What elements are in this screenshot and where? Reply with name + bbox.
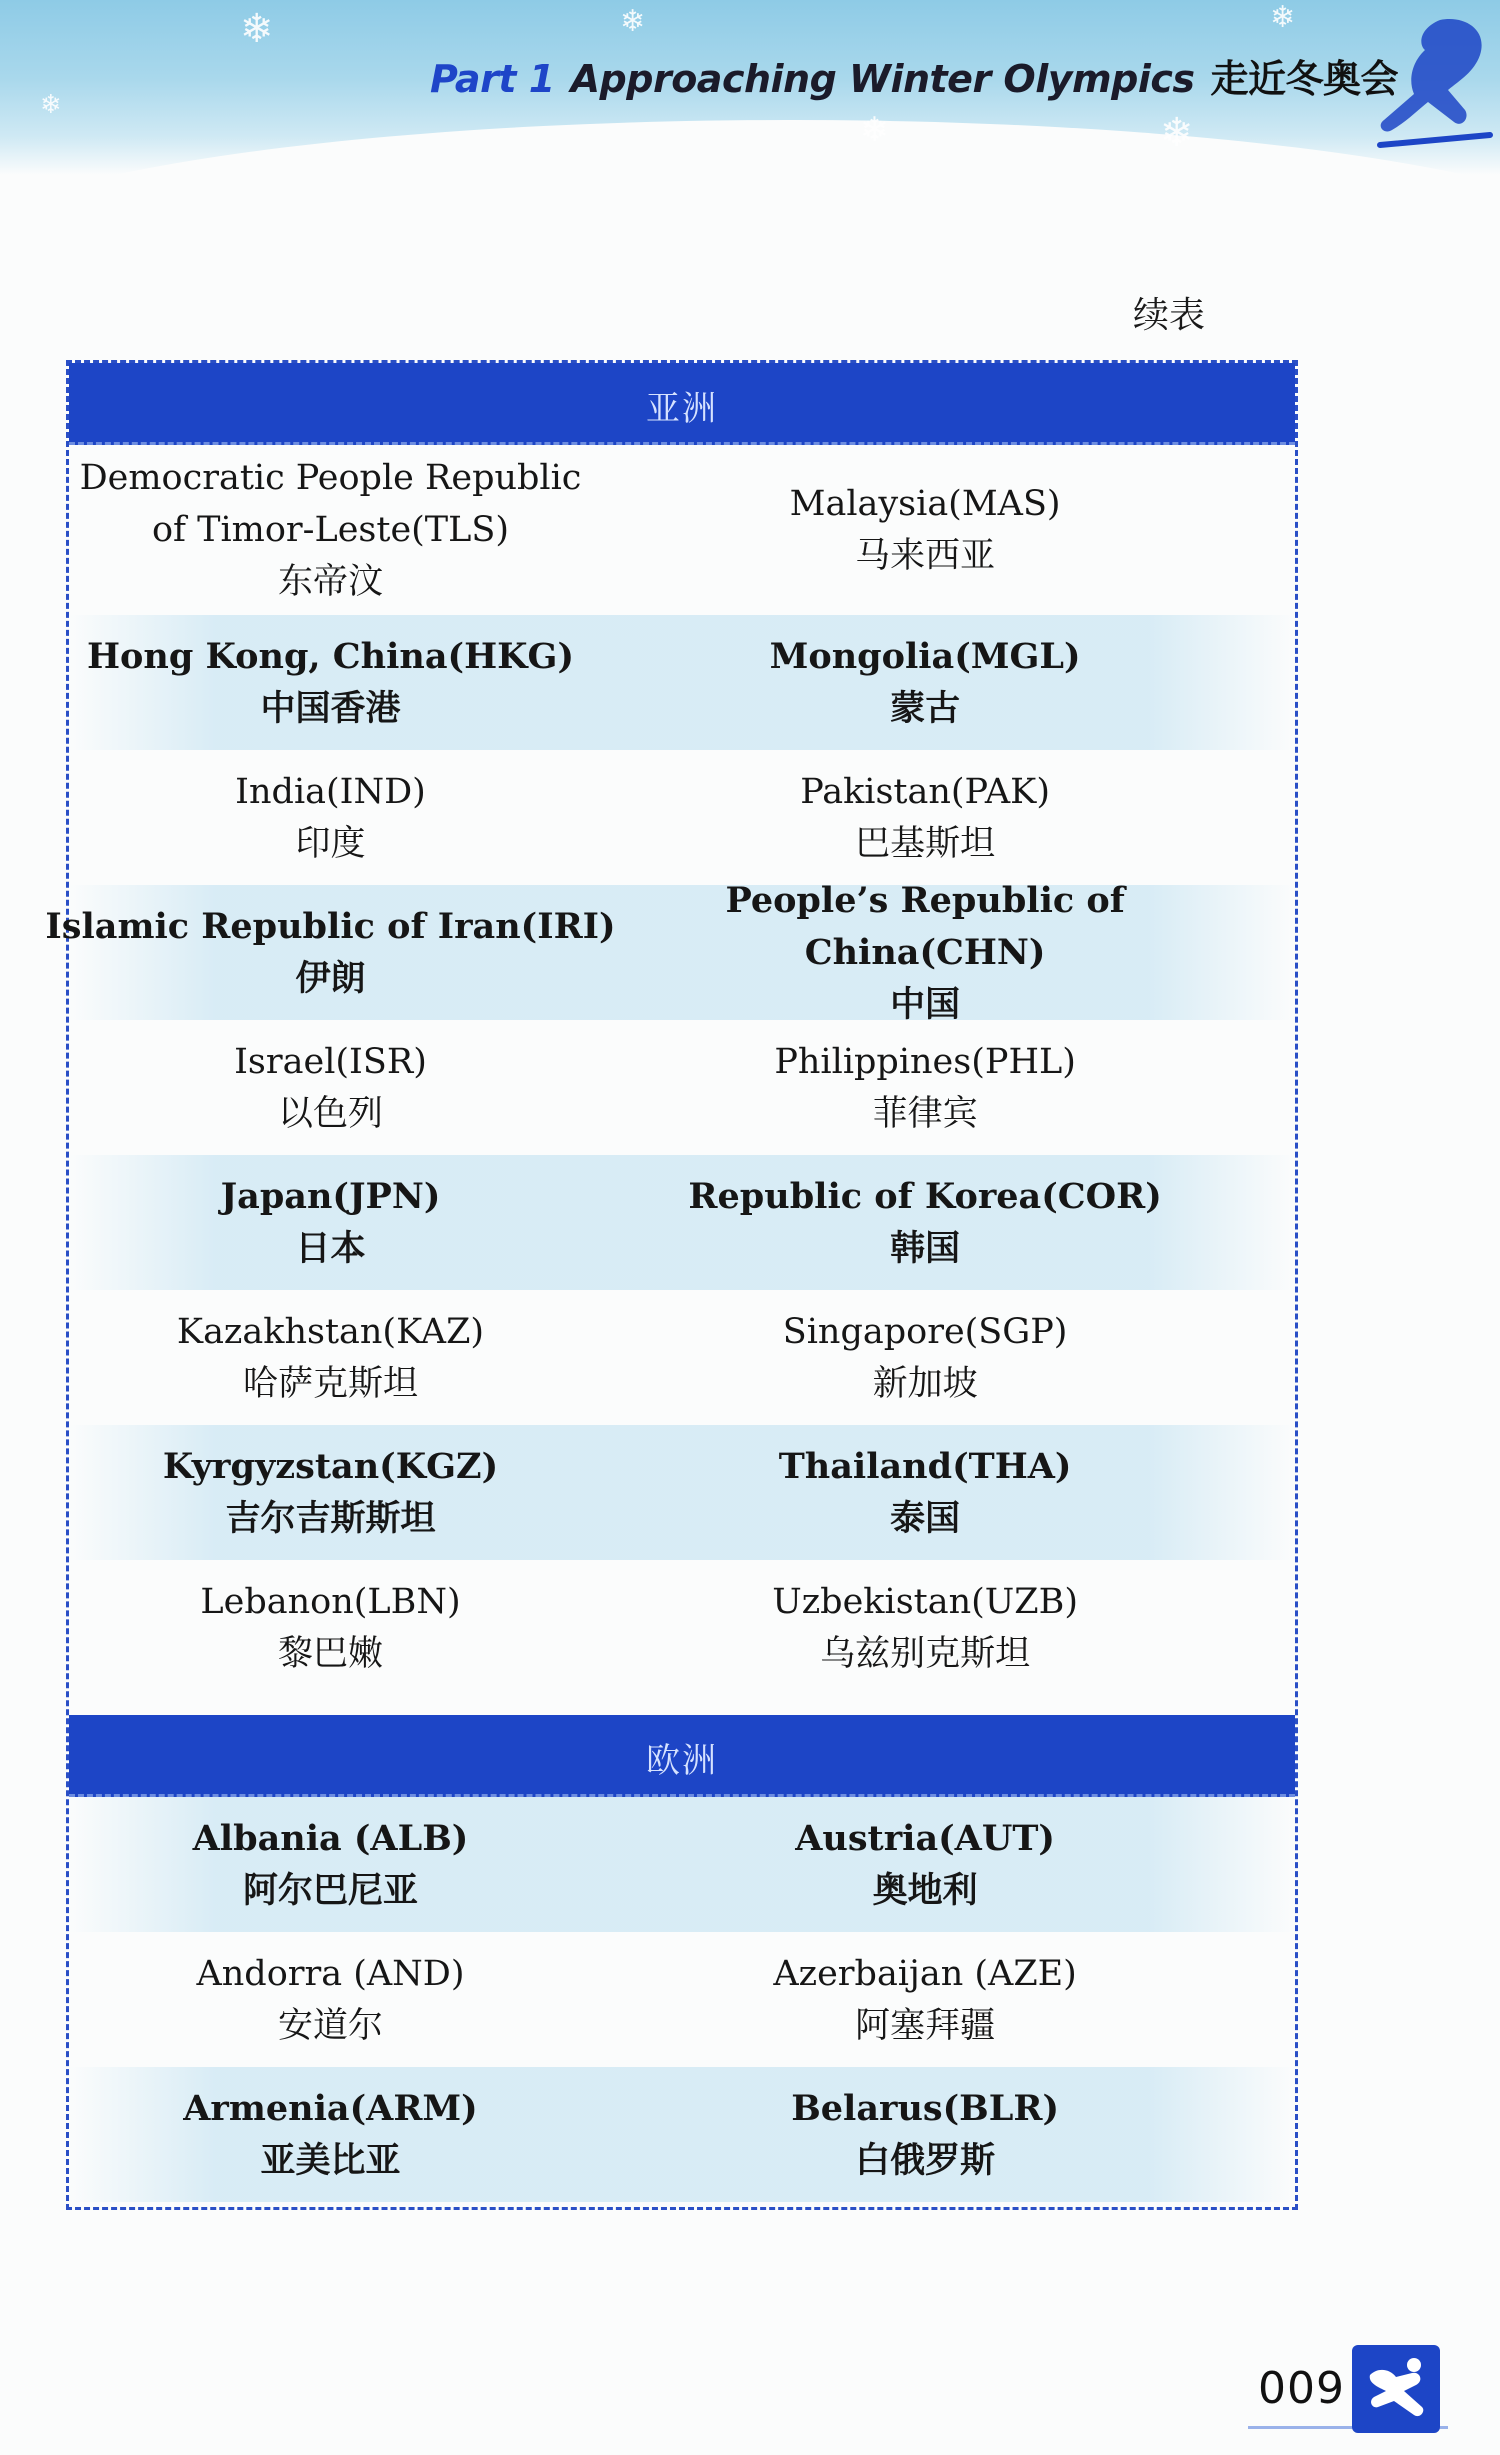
header-part: Part 1: [430, 57, 555, 101]
header-banner: [0, 0, 1500, 175]
country-cell: [24, 445, 637, 615]
country-cell: [24, 1290, 637, 1425]
header-title-cn: 走近冬奥会: [1210, 57, 1399, 101]
country-name-cn: 乌兹别克斯坦: [820, 1633, 1031, 1674]
country-cell: [24, 1155, 637, 1290]
country-name-en: Israel(ISR): [234, 1041, 427, 1082]
country-cell: [24, 1425, 637, 1560]
country-cell: [24, 1932, 637, 2067]
country-cell: [637, 1290, 1213, 1425]
country-name-en: Democratic People Republic of Timor-Leste(TLS): [79, 458, 582, 550]
country-name-cn: 吉尔吉斯斯坦: [225, 1498, 436, 1539]
region-header-asia: [69, 363, 1295, 445]
table-row: [69, 1797, 1295, 1932]
country-name-cn: 新加坡: [872, 1363, 978, 1404]
snowflake-icon: ❄: [40, 90, 62, 120]
country-table: [45, 360, 1298, 2210]
country-cell: [637, 1020, 1213, 1155]
banner-wave: [0, 120, 1500, 175]
country-name-cn: 印度: [295, 823, 366, 864]
table-row: [69, 1155, 1295, 1290]
country-name-en: Republic of Korea(COR): [688, 1175, 1162, 1217]
table-row: [69, 615, 1295, 750]
country-cell: [637, 1155, 1213, 1290]
country-name-en: Albania (ALB): [192, 1817, 469, 1859]
table-row: [69, 1932, 1295, 2067]
table-row: [69, 1425, 1295, 1560]
country-cell: [637, 445, 1213, 615]
country-name-cn: 黎巴嫩: [277, 1633, 383, 1674]
page-number: 009: [1258, 2363, 1345, 2414]
country-name-en: Hong Kong, China(HKG): [86, 635, 575, 677]
country-name-cn: 白俄罗斯: [855, 2140, 996, 2181]
table-row: [69, 1290, 1295, 1425]
country-cell: [24, 1560, 637, 1695]
country-name-en: Pakistan(PAK): [800, 771, 1050, 812]
country-name-en: Lebanon(LBN): [200, 1581, 461, 1622]
country-cell: [24, 750, 637, 885]
country-name-en: Japan(JPN): [220, 1175, 441, 1217]
table-row: [69, 2067, 1295, 2202]
country-name-cn: 亚美比亚: [260, 2140, 401, 2181]
country-name-en: Singapore(SGP): [782, 1311, 1068, 1352]
table-row: [69, 750, 1295, 885]
region-label: 欧洲: [646, 1741, 718, 1781]
country-cell: [637, 2067, 1213, 2202]
country-name-cn: 韩国: [890, 1228, 961, 1269]
country-name-en: Mongolia(MGL): [769, 635, 1081, 677]
country-name-en: Islamic Republic of Iran(IRI): [45, 905, 616, 947]
skater-icon: [1370, 10, 1495, 160]
snowflake-icon: ❄: [860, 110, 889, 150]
country-name-en: Andorra (AND): [196, 1953, 465, 1994]
country-name-cn: 阿塞拜疆: [855, 2005, 996, 2046]
country-name-en: Belarus(BLR): [791, 2087, 1060, 2129]
country-name-cn: 马来西亚: [855, 536, 996, 576]
country-cell: [637, 1932, 1213, 2067]
country-name-cn: 巴基斯坦: [855, 823, 996, 864]
country-name-en: Azerbaijan (AZE): [773, 1953, 1077, 1994]
table-row: [69, 1020, 1295, 1155]
country-name-cn: 泰国: [890, 1498, 961, 1539]
country-name-cn: 中国香港: [260, 688, 401, 729]
country-name-cn: 哈萨克斯坦: [242, 1363, 418, 1404]
country-name-cn: 伊朗: [295, 958, 366, 999]
country-name-cn: 阿尔巴尼亚: [242, 1870, 418, 1911]
country-name-en: Armenia(ARM): [183, 2087, 478, 2129]
country-name-cn: 菲律宾: [872, 1093, 978, 1134]
table-row: [69, 1560, 1295, 1695]
country-name-en: Kyrgyzstan(KGZ): [162, 1445, 499, 1487]
country-name-cn: 中国: [890, 984, 961, 1025]
snowflake-icon: ❄: [620, 4, 646, 39]
country-name-en: Thailand(THA): [778, 1445, 1072, 1487]
header-title: [430, 48, 1398, 103]
country-name-cn: 奥地利: [872, 1870, 978, 1911]
country-cell: [24, 1020, 637, 1155]
country-cell: [637, 1425, 1213, 1560]
country-name-en: Philippines(PHL): [774, 1041, 1076, 1082]
country-cell: [24, 885, 637, 1020]
region-header-europe: [69, 1715, 1295, 1797]
table-row: [69, 445, 1295, 615]
table-row: [45, 879, 1295, 1025]
country-cell: [24, 615, 637, 750]
country-cell: [637, 750, 1213, 885]
country-name-en: Malaysia(MAS): [789, 484, 1061, 524]
country-cell: [24, 1797, 637, 1932]
skier-icon: [1352, 2345, 1440, 2433]
country-name-cn: 东帝汶: [277, 562, 383, 602]
snowflake-icon: ❄: [240, 6, 274, 52]
country-name-cn: 日本: [295, 1228, 366, 1269]
country-cell: [637, 615, 1213, 750]
country-name-en: People’s Republic of China(CHN): [725, 879, 1125, 973]
country-name-cn: 以色列: [277, 1093, 383, 1134]
region-label: 亚洲: [646, 389, 718, 429]
country-name-cn: 蒙古: [890, 688, 961, 729]
header-title-en: Approaching Winter Olympics: [570, 57, 1195, 101]
snowflake-icon: ❄: [1160, 110, 1194, 156]
country-name-cn: 安道尔: [277, 2005, 383, 2046]
country-cell: [637, 879, 1213, 1025]
country-name-en: Austria(AUT): [795, 1817, 1055, 1859]
page-badge: [1352, 2345, 1440, 2433]
country-cell: [24, 2067, 637, 2202]
snowflake-icon: ❄: [1270, 0, 1296, 35]
continued-label: 续表: [1133, 295, 1206, 336]
country-cell: [637, 1560, 1213, 1695]
country-name-en: Kazakhstan(KAZ): [176, 1311, 485, 1352]
country-name-en: India(IND): [235, 771, 426, 812]
country-cell: [637, 1797, 1213, 1932]
country-name-en: Uzbekistan(UZB): [772, 1581, 1078, 1622]
